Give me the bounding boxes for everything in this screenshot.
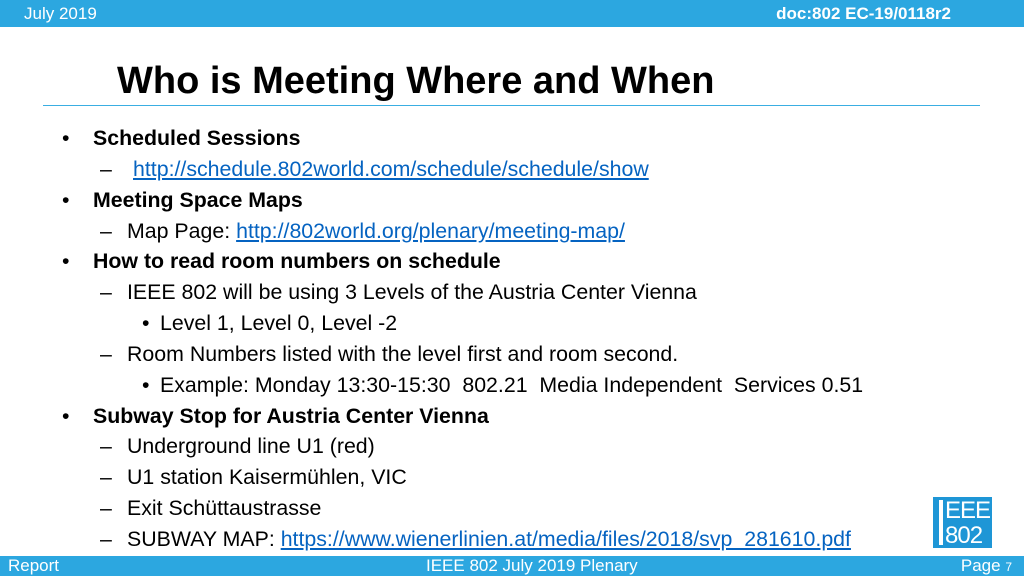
bullet-room-numbers xyxy=(0,246,900,277)
page-label: Page xyxy=(960,556,1001,575)
bullet-marker: • xyxy=(62,187,70,212)
exit-text: Exit Schüttaustrasse xyxy=(127,496,322,521)
footer-event-label: IEEE 802 July 2019 Plenary xyxy=(426,556,638,575)
map-page-label: Map Page: xyxy=(127,218,231,243)
sub-bullet-subway-map xyxy=(0,524,900,555)
sub-sub-bullet-levels xyxy=(0,308,900,339)
bullet-heading: How to read room numbers on schedule xyxy=(93,249,501,274)
bullet-marker: • xyxy=(142,311,150,336)
format-rule-text: Room Numbers listed with the level first and room second. xyxy=(127,341,679,366)
ieee-802-logo xyxy=(933,497,992,548)
sub-bullet-station xyxy=(0,462,900,493)
sub-bullet-underground-line xyxy=(0,431,900,462)
sub-bullet-exit xyxy=(0,493,900,524)
sub-bullet-levels-intro xyxy=(0,277,900,308)
bullet-subway-stop xyxy=(0,401,900,432)
header-bar xyxy=(0,0,1024,27)
sub-bullet-format-rule xyxy=(0,339,900,370)
dash-marker: – xyxy=(100,465,112,490)
document-id: doc:802 EC-19/0118r2 xyxy=(776,4,951,23)
dash-marker: – xyxy=(100,280,112,305)
bullet-marker: • xyxy=(62,403,70,428)
sub-bullet-schedule-link xyxy=(0,154,900,185)
map-page-link[interactable]: http://802world.org/plenary/meeting-map/ xyxy=(236,218,625,243)
dash-marker: – xyxy=(100,218,112,243)
dash-marker: – xyxy=(100,156,112,181)
bullet-scheduled-sessions xyxy=(0,123,900,154)
footer-report-label: Report xyxy=(8,556,60,575)
bullet-marker: • xyxy=(62,126,70,150)
dash-marker: – xyxy=(100,526,112,551)
underground-line-text: Underground line U1 (red) xyxy=(127,434,375,459)
levels-text: Level 1, Level 0, Level -2 xyxy=(160,311,398,336)
bullet-heading: Subway Stop for Austria Center Vienna xyxy=(93,403,489,428)
footer-bar xyxy=(0,556,1024,576)
sub-bullet-map-page xyxy=(0,216,900,247)
header-date: July 2019 xyxy=(24,4,97,23)
example-text: Example: Monday 13:30-15:30 802.21 Media Independent Services 0.51 xyxy=(160,372,864,397)
subway-map-link[interactable]: https://www.wienerlinien.at/media/files/2018/svp_281610.pdf xyxy=(280,526,851,551)
footer-page xyxy=(961,556,1012,576)
bullet-heading: Scheduled Sessions xyxy=(93,126,301,150)
levels-intro-text: IEEE 802 will be using 3 Levels of the Austria Center Vienna xyxy=(127,280,697,305)
bullet-list xyxy=(0,123,900,555)
bullet-heading: Meeting Space Maps xyxy=(93,187,303,212)
logo-i-bar xyxy=(939,500,943,545)
logo-bottom-text: 802 xyxy=(945,522,983,549)
bullet-marker: • xyxy=(62,249,70,274)
dash-marker: – xyxy=(100,496,112,521)
dash-marker: – xyxy=(100,434,112,459)
bullet-meeting-space-maps xyxy=(0,185,900,216)
subway-map-label: SUBWAY MAP: xyxy=(127,526,275,551)
logo-top-text: EEE xyxy=(945,497,991,524)
bullet-marker: • xyxy=(142,372,150,397)
sub-sub-bullet-example xyxy=(0,370,900,401)
dash-marker: – xyxy=(100,341,112,366)
slide-title: Who is Meeting Where and When xyxy=(117,60,715,102)
title-divider xyxy=(43,105,980,106)
station-text: U1 station Kaisermühlen, VIC xyxy=(127,465,407,490)
schedule-link[interactable]: http://schedule.802world.com/schedule/schedule/show xyxy=(133,156,649,181)
page-number: 7 xyxy=(1005,560,1012,574)
